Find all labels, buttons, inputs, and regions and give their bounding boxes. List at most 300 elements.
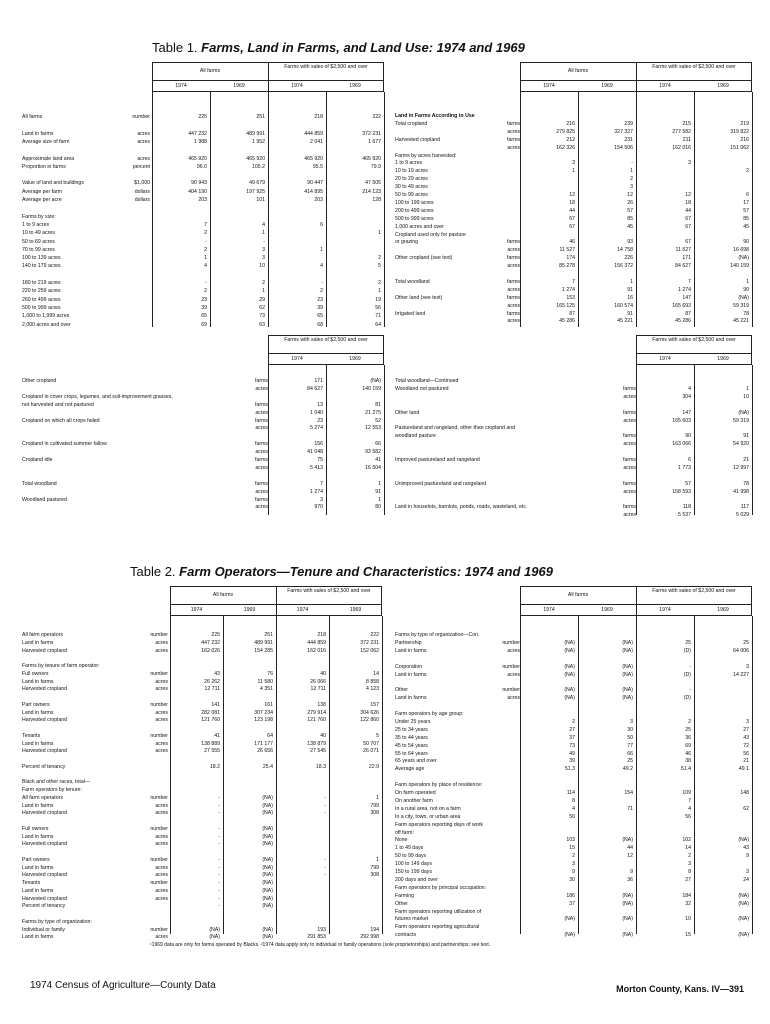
cell-value: 85 278: [559, 263, 575, 270]
cell-value: 291 853: [307, 934, 326, 941]
cell-value: [276, 834, 326, 840]
row-unit: farms: [255, 378, 268, 384]
cell-value: [578, 679, 633, 685]
row-unit: [490, 845, 520, 851]
table-row: [395, 766, 752, 772]
cell-value: 327 327: [614, 128, 633, 135]
cell-value: [170, 663, 220, 669]
cell-value: 1 040: [310, 409, 323, 416]
row-label: 55 to 64 years: [395, 750, 428, 757]
footnote: ¹1969 data are only for farms operated by Blacks. ²1974 data apply only to individual or family operations (sole proprietorships) and partnerships; see text.: [150, 942, 491, 948]
cell-value: [170, 655, 220, 661]
row-unit: acres: [507, 144, 520, 151]
table-row: [22, 694, 382, 700]
rule: [170, 604, 382, 605]
cell-value: 160 574: [614, 302, 633, 309]
cell-value: 2: [630, 176, 633, 183]
row-label: In a city, town, or urban area: [395, 813, 461, 820]
cell-value: 109: [682, 790, 691, 796]
cell-value: 222: [372, 114, 381, 120]
year-header: 1969: [601, 83, 613, 89]
cell-value: 45 286: [675, 318, 691, 325]
cell-value: (NA): [622, 892, 633, 899]
cell-value: [520, 679, 575, 685]
row-unit: [480, 200, 520, 206]
cell-value: [276, 911, 326, 917]
cell-value: 1: [746, 278, 749, 285]
cell-value: -: [218, 841, 220, 848]
cell-value: [694, 695, 749, 701]
header-farms-with-sales: Farms with sales of $2,500 and over: [284, 337, 368, 343]
row-unit: [490, 782, 520, 788]
row-unit: [490, 861, 520, 867]
cell-value: [276, 880, 326, 886]
cell-value: [152, 172, 207, 178]
row-label: 140 to 179 acres: [22, 263, 61, 270]
cell-value: (NA): [209, 934, 220, 941]
row-unit: [110, 222, 150, 228]
cell-value: 78: [743, 480, 749, 487]
table-row: [395, 861, 752, 867]
row-label: 30 to 49 acres: [395, 184, 428, 191]
row-label: [22, 725, 122, 731]
table-row: [22, 386, 384, 392]
table-row: [22, 114, 384, 120]
table-row: [395, 648, 752, 654]
cell-value: [223, 911, 273, 917]
cell-value: 304: [682, 393, 691, 400]
cell-value: (NA): [262, 872, 273, 879]
cell-value: 12: [627, 853, 633, 860]
cell-value: 171 177: [254, 740, 273, 747]
row-unit: farms: [507, 239, 520, 246]
cell-value: (NA): [622, 695, 633, 702]
cell-value: [694, 814, 749, 820]
table-row: [22, 214, 384, 220]
cell-value: [276, 841, 326, 847]
table-row: [22, 433, 384, 439]
cell-value: 105.2: [252, 163, 265, 170]
cell-value: [694, 184, 749, 190]
cell-value: 277 582: [672, 128, 691, 135]
row-label: Total woodland—Continued: [395, 378, 459, 384]
cell-value: [578, 782, 633, 788]
row-label: Land in farms: [22, 887, 54, 894]
cell-value: 153: [566, 294, 575, 301]
footer-publication: 1974 Census of Agriculture—County Data: [30, 980, 216, 991]
table-row: [22, 457, 384, 463]
cell-value: 1: [572, 168, 575, 175]
row-unit: [490, 735, 520, 741]
row-label: 25 to 34 years: [395, 726, 428, 733]
cell-value: [636, 679, 691, 685]
row-unit: [122, 772, 168, 778]
row-unit: $1,000: [134, 180, 150, 187]
cell-value: 151 062: [730, 144, 749, 151]
cell-value: 165 693: [672, 302, 691, 309]
cell-value: [268, 205, 323, 211]
row-label: [395, 703, 490, 709]
cell-value: [170, 849, 220, 855]
cell-value: [694, 774, 749, 780]
cell-value: 26 066: [310, 678, 326, 685]
row-unit: acres: [507, 128, 520, 135]
cell-value: [694, 679, 749, 685]
cell-value: [210, 205, 265, 211]
table-row: [22, 230, 384, 236]
cell-value: [276, 756, 326, 762]
cell-value: (NA): [262, 802, 273, 809]
row-unit: number: [150, 825, 168, 832]
row-unit: [110, 305, 150, 311]
row-label: Land in farms: [22, 833, 54, 840]
cell-value: [329, 903, 379, 909]
cell-value: -: [218, 825, 220, 832]
cell-value: 40: [320, 670, 326, 677]
cell-value: -: [324, 802, 326, 809]
row-unit: [122, 818, 168, 824]
row-label: Land in farms: [395, 647, 427, 654]
cell-value: [276, 655, 326, 661]
cell-value: (NA): [564, 687, 575, 694]
row-label: Farm operators reporting days of work: [395, 821, 483, 828]
cell-value: 1: [378, 230, 381, 237]
cell-value: [520, 232, 575, 238]
table-row: [395, 798, 752, 804]
row-label: [22, 122, 110, 128]
year-header: 1974: [291, 83, 303, 89]
cell-value: 21 275: [365, 409, 381, 416]
table-row: [395, 656, 752, 662]
cell-value: [268, 394, 323, 400]
cell-value: 16 504: [365, 464, 381, 471]
cell-value: [578, 153, 633, 159]
cell-value: 138 889: [201, 740, 220, 747]
year-header: 1969: [717, 83, 729, 89]
cell-value: 50 707: [363, 740, 379, 747]
table-row: [395, 247, 752, 253]
row-unit: [110, 230, 150, 236]
cell-value: 49.2: [622, 766, 633, 773]
cell-value: -: [205, 280, 207, 286]
row-label: Land in Farms According to Use: [395, 113, 475, 119]
cell-value: 9: [572, 869, 575, 875]
cell-value: [636, 378, 691, 384]
row-unit: [490, 679, 520, 685]
row-unit: [122, 903, 168, 909]
cell-value: 1 952: [252, 138, 265, 145]
cell-value: [223, 787, 273, 793]
cell-value: 67: [569, 215, 575, 222]
row-unit: [490, 751, 520, 757]
cell-value: [636, 632, 691, 638]
table-row: [395, 814, 752, 820]
table-row: [395, 512, 752, 518]
cell-value: 2: [746, 168, 749, 175]
table-row: [22, 305, 384, 311]
year-header: 1969: [233, 83, 245, 89]
row-label: Value of land and buildings: [22, 180, 84, 187]
table-row: [22, 772, 382, 778]
cell-value: [578, 774, 633, 780]
row-label: All farm operators: [22, 794, 63, 801]
cell-value: (NA): [622, 837, 633, 844]
row-unit: [480, 113, 520, 119]
row-label: [395, 145, 480, 151]
cell-value: -: [205, 238, 207, 245]
year-header: 1969: [243, 607, 256, 613]
cell-value: (NA): [262, 825, 273, 832]
row-label: [395, 247, 480, 253]
year-header: 1974: [291, 356, 303, 362]
table-row: [22, 288, 384, 294]
cell-value: [329, 772, 379, 778]
header-farms-with-sales: Farms with sales of $2,500 and over: [652, 588, 736, 594]
table-row: [395, 239, 752, 245]
cell-value: 91: [627, 286, 633, 293]
table-row: [22, 679, 382, 685]
cell-value: 57: [743, 207, 749, 214]
cell-value: 2: [572, 718, 575, 725]
table-row: [22, 826, 382, 832]
cell-value: [170, 787, 220, 793]
cell-value: -: [324, 872, 326, 879]
cell-value: -: [218, 895, 220, 902]
table-row: [395, 774, 752, 780]
cell-value: [223, 725, 273, 731]
cell-value: 65: [201, 313, 207, 320]
cell-value: [694, 656, 749, 662]
cell-value: [694, 153, 749, 159]
row-label: or grazing: [395, 239, 419, 246]
row-label: not harvested and not pastured: [22, 401, 94, 408]
cell-value: 203: [314, 197, 323, 203]
cell-value: 59 319: [733, 302, 749, 309]
row-unit: [490, 774, 520, 780]
row-label: Woodland pastured: [22, 496, 67, 503]
row-label: Total cropland: [395, 120, 428, 127]
row-unit: number: [150, 670, 168, 677]
cell-value: 1 988: [194, 138, 207, 145]
cell-value: 63: [259, 321, 265, 328]
cell-value: 799: [370, 802, 379, 809]
row-label: 150 to 199 days: [395, 869, 432, 875]
table-row: [395, 279, 752, 285]
table-row: [22, 322, 384, 328]
row-unit: [122, 919, 168, 925]
cell-value: 158 593: [672, 488, 691, 495]
cell-value: (NA): [262, 926, 273, 933]
cell-value: 307 234: [254, 709, 273, 716]
cell-value: 211: [682, 136, 691, 143]
cell-value: [636, 909, 691, 915]
table-row: [395, 719, 752, 725]
table-row: [22, 702, 382, 708]
table-row: [22, 903, 382, 909]
cell-value: [520, 782, 575, 788]
cell-value: 17: [743, 199, 749, 206]
cell-value: 3: [746, 869, 749, 875]
row-unit: [480, 224, 520, 230]
table-row: [22, 725, 382, 731]
table-row: [395, 837, 752, 843]
table-row: [395, 924, 752, 930]
row-label: Other cropland (see text): [395, 255, 453, 262]
row-unit: acres: [255, 464, 268, 471]
row-label: Harvested cropland: [22, 686, 67, 693]
table-row: [22, 632, 382, 638]
cell-value: 12 997: [733, 464, 749, 471]
cell-value: 81: [375, 401, 381, 408]
row-unit: number: [502, 687, 520, 694]
cell-value: 95.5: [312, 163, 323, 170]
table-row: [395, 121, 752, 127]
cell-value: [329, 849, 379, 855]
cell-value: 64: [375, 321, 381, 328]
row-unit: acres: [155, 678, 168, 685]
row-unit: [122, 655, 168, 661]
row-label: Other land: [395, 409, 420, 416]
table-row: [22, 888, 382, 894]
row-unit: acres: [155, 934, 168, 941]
cell-value: 162 016: [672, 144, 691, 151]
cell-value: 3: [320, 496, 323, 503]
cell-value: 57: [627, 207, 633, 214]
header-farms-with-sales: Farms with sales of $2,500 and over: [652, 337, 736, 343]
cell-value: 26 262: [204, 678, 220, 685]
row-label: Improved pastureland and rangeland: [395, 457, 480, 463]
cell-value: 5: [378, 263, 381, 270]
row-unit: acres: [623, 441, 636, 448]
row-label: Under 25 years: [395, 718, 431, 725]
cell-value: [276, 779, 326, 785]
row-unit: acres: [155, 686, 168, 693]
cell-value: [276, 896, 326, 902]
cell-value: 19: [375, 296, 381, 303]
row-label: [22, 489, 222, 495]
row-label: 10 to 49 acres: [22, 230, 55, 237]
cell-value: [276, 826, 326, 832]
cell-value: [329, 841, 379, 847]
cell-value: [520, 184, 575, 190]
row-unit: [110, 288, 150, 294]
table-row: [395, 287, 752, 293]
table-row: [22, 313, 384, 319]
row-unit: [490, 727, 520, 733]
cell-value: 140 159: [730, 263, 749, 270]
cell-value: 64 006: [733, 647, 749, 654]
cell-value: 114: [566, 790, 575, 796]
rule: [152, 80, 384, 81]
cell-value: 102: [682, 837, 691, 844]
cell-value: 162 326: [556, 144, 575, 151]
year-header: 1974: [543, 607, 555, 613]
table-row: [395, 711, 752, 717]
cell-value: 56: [375, 304, 381, 311]
row-label: Tenants: [22, 732, 41, 739]
row-label: [22, 410, 222, 416]
cell-value: 465 920: [362, 155, 381, 162]
cell-value: 2: [688, 718, 691, 725]
row-label: Farm operators by principal occupation:: [395, 884, 487, 891]
cell-value: 154 285: [254, 647, 273, 654]
row-unit: [490, 924, 520, 930]
cell-value: 39: [317, 304, 323, 311]
row-label: In a rural area, not on a farm: [395, 805, 461, 812]
cell-value: (NA): [564, 639, 575, 646]
cell-value: 239: [624, 120, 633, 127]
row-label: futures market: [395, 916, 429, 923]
table1-heading: Farms, Land in Farms, and Land Use: 1974 and 1969: [201, 40, 525, 55]
cell-value: 64: [267, 732, 273, 739]
cell-value: [636, 711, 691, 717]
cell-value: (NA): [564, 916, 575, 923]
row-unit: [480, 216, 520, 222]
table-row: [395, 672, 752, 678]
row-unit: acres: [155, 841, 168, 848]
year-header: 1974: [659, 83, 671, 89]
table-row: [395, 877, 752, 883]
row-label: 65 years and over: [395, 758, 437, 765]
row-label: Harvested cropland: [22, 841, 67, 848]
cell-value: 90 447: [307, 180, 323, 187]
table-row: [22, 686, 382, 692]
row-label: 220 to 259 acres: [22, 288, 61, 295]
row-label: Approximate land area: [22, 155, 75, 162]
row-unit: [122, 911, 168, 917]
cell-value: 52: [375, 417, 381, 424]
cell-value: 76: [267, 670, 273, 677]
cell-value: -: [324, 810, 326, 817]
cell-value: 174: [566, 255, 575, 262]
cell-value: 7: [320, 480, 323, 487]
table-row: [22, 180, 384, 186]
cell-value: 279 914: [307, 709, 326, 716]
row-unit: acres: [255, 449, 268, 456]
cell-value: 447 232: [188, 130, 207, 137]
cell-value: [329, 779, 379, 785]
cell-value: -: [263, 238, 265, 245]
row-unit: [122, 764, 168, 770]
row-unit: [480, 271, 520, 277]
table-row: [22, 164, 384, 170]
row-label: Average per farm: [22, 188, 62, 195]
cell-value: 9: [746, 853, 749, 860]
row-unit: [110, 263, 150, 269]
cell-value: 2: [572, 853, 575, 860]
table-row: [395, 901, 752, 907]
cell-value: 75: [317, 457, 323, 463]
row-label: Land in houselots, barnlots, ponds, roads, wasteland, etc.: [395, 504, 528, 511]
row-unit: acres: [623, 464, 636, 471]
row-unit: acres: [255, 504, 268, 511]
row-unit: [110, 272, 150, 278]
row-label: 1 to 9 acres: [395, 160, 423, 167]
table-row: [395, 632, 752, 638]
table-row: [22, 756, 382, 762]
row-label: 2,000 acres and over: [22, 321, 71, 328]
cell-value: 67: [685, 223, 691, 230]
cell-value: 1 274: [678, 286, 691, 293]
cell-value: 154: [624, 790, 633, 796]
cell-value: -: [218, 864, 220, 871]
row-label: Percent of tenancy: [22, 903, 66, 910]
cell-value: 1: [630, 278, 633, 285]
row-unit: [490, 790, 520, 796]
cell-value: 4 351: [260, 686, 273, 693]
cell-value: 156: [314, 441, 323, 448]
row-unit: acres: [137, 138, 150, 145]
